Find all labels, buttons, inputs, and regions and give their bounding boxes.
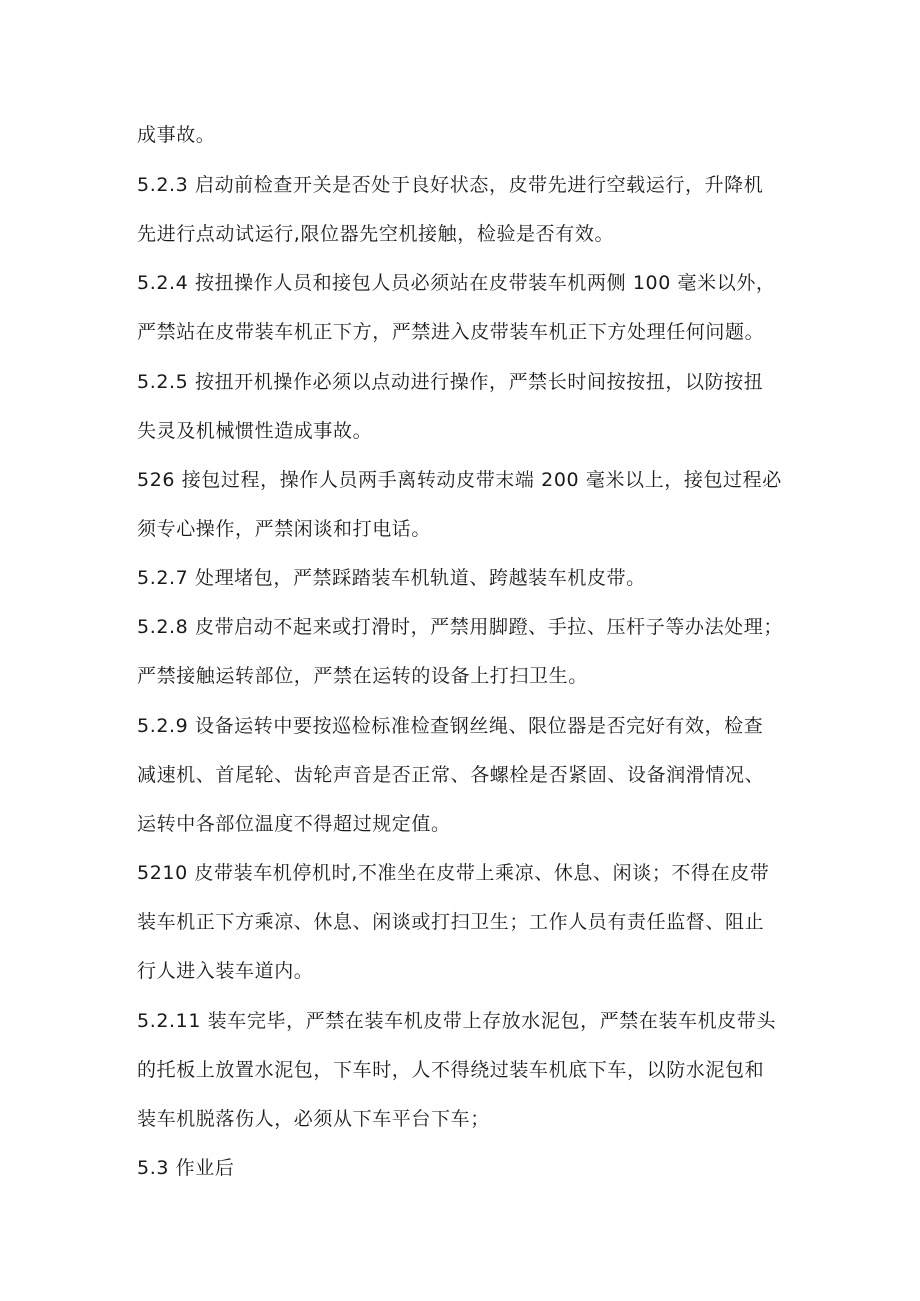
text-line: 成事故。 [137, 124, 216, 146]
text-line: 5.2.8 皮带启动不起来或打滑时，严禁用脚蹬、手拉、压杆子等办法处理； [137, 616, 783, 638]
text-line: 的托板上放置水泥包，下车时，人不得绕过装车机底下车，以防水泥包和 [137, 1059, 765, 1081]
text-line: 5210 皮带装车机停机时,不准坐在皮带上乘凉、休息、闲谈；不得在皮带 [137, 862, 770, 884]
text-line: 须专心操作，严禁闲谈和打电话。 [137, 518, 432, 540]
text-line: 装车机脱落伤人，必须从下车平台下车； [137, 1108, 490, 1130]
text-line: 严禁站在皮带装车机正下方，严禁进入皮带装车机正下方处理任何问题。 [137, 321, 765, 343]
text-line: 先进行点动试运行,限位器先空机接触，检验是否有效。 [137, 223, 615, 245]
text-line: 5.2.4 按扭操作人员和接包人员必须站在皮带装车机两侧 100 毫米以外， [137, 272, 776, 294]
section-heading: 5.3 作业后 [137, 1157, 235, 1179]
text-line: 失灵及机械惯性造成事故。 [137, 420, 373, 442]
text-line: 526 接包过程，操作人员两手离转动皮带末端 200 毫米以上，接包过程必 [137, 469, 782, 491]
text-line: 严禁接触运转部位，严禁在运转的设备上打扫卫生。 [137, 665, 588, 687]
text-line: 5.2.3 启动前检查开关是否处于良好状态，皮带先进行空载运行，升降机 [137, 174, 764, 196]
text-line: 减速机、首尾轮、齿轮声音是否正常、各螺栓是否紧固、设备润滑情况、 [137, 764, 765, 786]
text-line: 行人进入装车道内。 [137, 960, 314, 982]
text-line: 5.2.7 处理堵包，严禁踩踏装车机轨道、跨越装车机皮带。 [137, 567, 646, 589]
text-line: 5.2.5 按扭开机操作必须以点动进行操作，严禁长时间按按扭，以防按扭 [137, 371, 764, 393]
text-line: 装车机正下方乘凉、休息、闲谈或打扫卫生；工作人员有责任监督、阻止 [137, 911, 765, 933]
text-line: 运转中各部位温度不得超过规定值。 [137, 813, 451, 835]
text-line: 5.2.9 设备运转中要按巡检标准检查钢丝绳、限位器是否完好有效，检查 [137, 715, 764, 737]
text-line: 5.2.11 装车完毕，严禁在装车机皮带上存放水泥包，严禁在装车机皮带头 [137, 1010, 777, 1032]
